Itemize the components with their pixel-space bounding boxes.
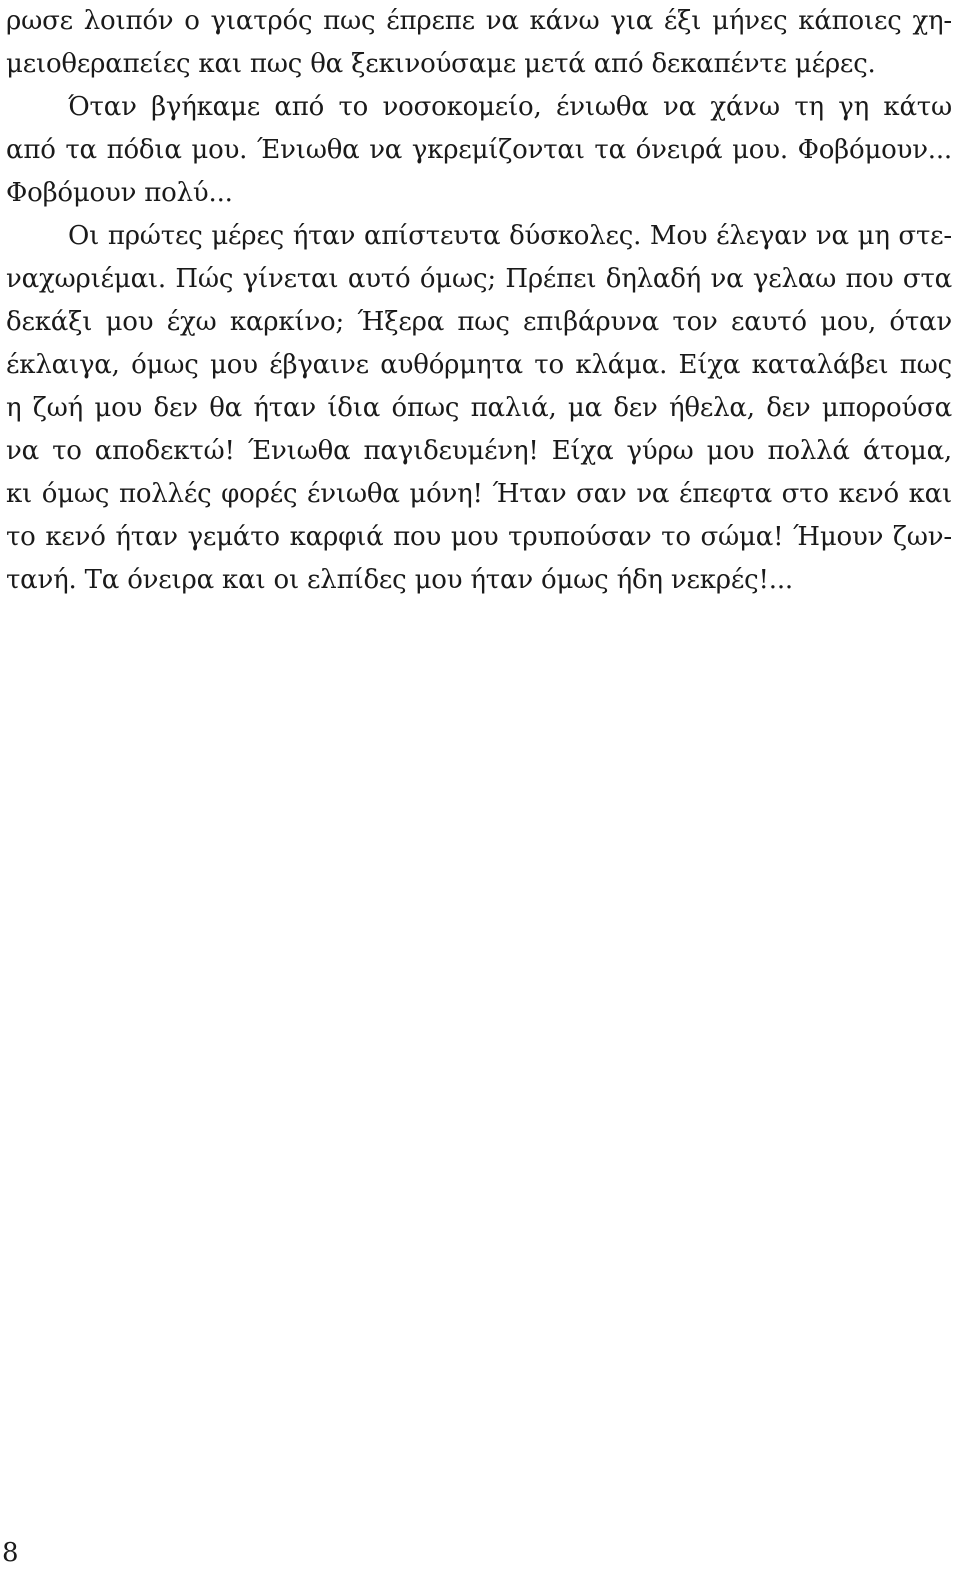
text-line-6: Οι πρώτες μέρες ήταν απίστευτα δύσκολες. Μου έλεγαν να μη στε-: [68, 221, 952, 251]
text-line-13: το κενό ήταν γεμάτο καρφιά που μου τρυπούσαν το σώμα! Ήμουν ζων-: [6, 522, 952, 552]
page-number: 8: [2, 1538, 19, 1568]
text-line-10: η ζωή μου δεν θα ήταν ίδια όπως παλιά, μα δεν ήθελα, δεν μπορούσα: [6, 393, 952, 423]
text-line-5: Φοβόμουν πολύ...: [6, 178, 233, 208]
text-line-1: ρωσε λοιπόν ο γιατρός πως έπρεπε να κάνω για έξι μήνες κάποιες χη-: [6, 6, 952, 36]
text-line-4: από τα πόδια μου. Ένιωθα να γκρεμίζονται τα όνειρά μου. Φοβόμουν...: [6, 135, 952, 165]
body-text: [6, 0, 952, 602]
text-line-11: να το αποδεκτώ! Ένιωθα παγιδευμένη! Είχα γύρω μου πολλά άτομα,: [6, 436, 952, 466]
text-line-9: έκλαιγα, όμως μου έβγαινε αυθόρμητα το κλάμα. Είχα καταλάβει πως: [6, 350, 952, 380]
text-line-8: δεκάξι μου έχω καρκίνο; Ήξερα πως επιβάρυνα τον εαυτό μου, όταν: [6, 307, 952, 337]
text-line-12: κι όμως πολλές φορές ένιωθα μόνη! Ήταν σαν να έπεφτα στο κενό και: [6, 479, 952, 509]
text-line-14: τανή. Τα όνειρα και οι ελπίδες μου ήταν όμως ήδη νεκρές!...: [6, 565, 793, 595]
text-line-3: Όταν βγήκαμε από το νοσοκομείο, ένιωθα να χάνω τη γη κάτω: [68, 92, 952, 122]
text-line-2: μειοθεραπείες και πως θα ξεκινούσαμε μετά από δεκαπέντε μέρες.: [6, 49, 876, 79]
text-line-7: ναχωριέμαι. Πώς γίνεται αυτό όμως; Πρέπει δηλαδή να γελαω που στα: [6, 264, 952, 294]
